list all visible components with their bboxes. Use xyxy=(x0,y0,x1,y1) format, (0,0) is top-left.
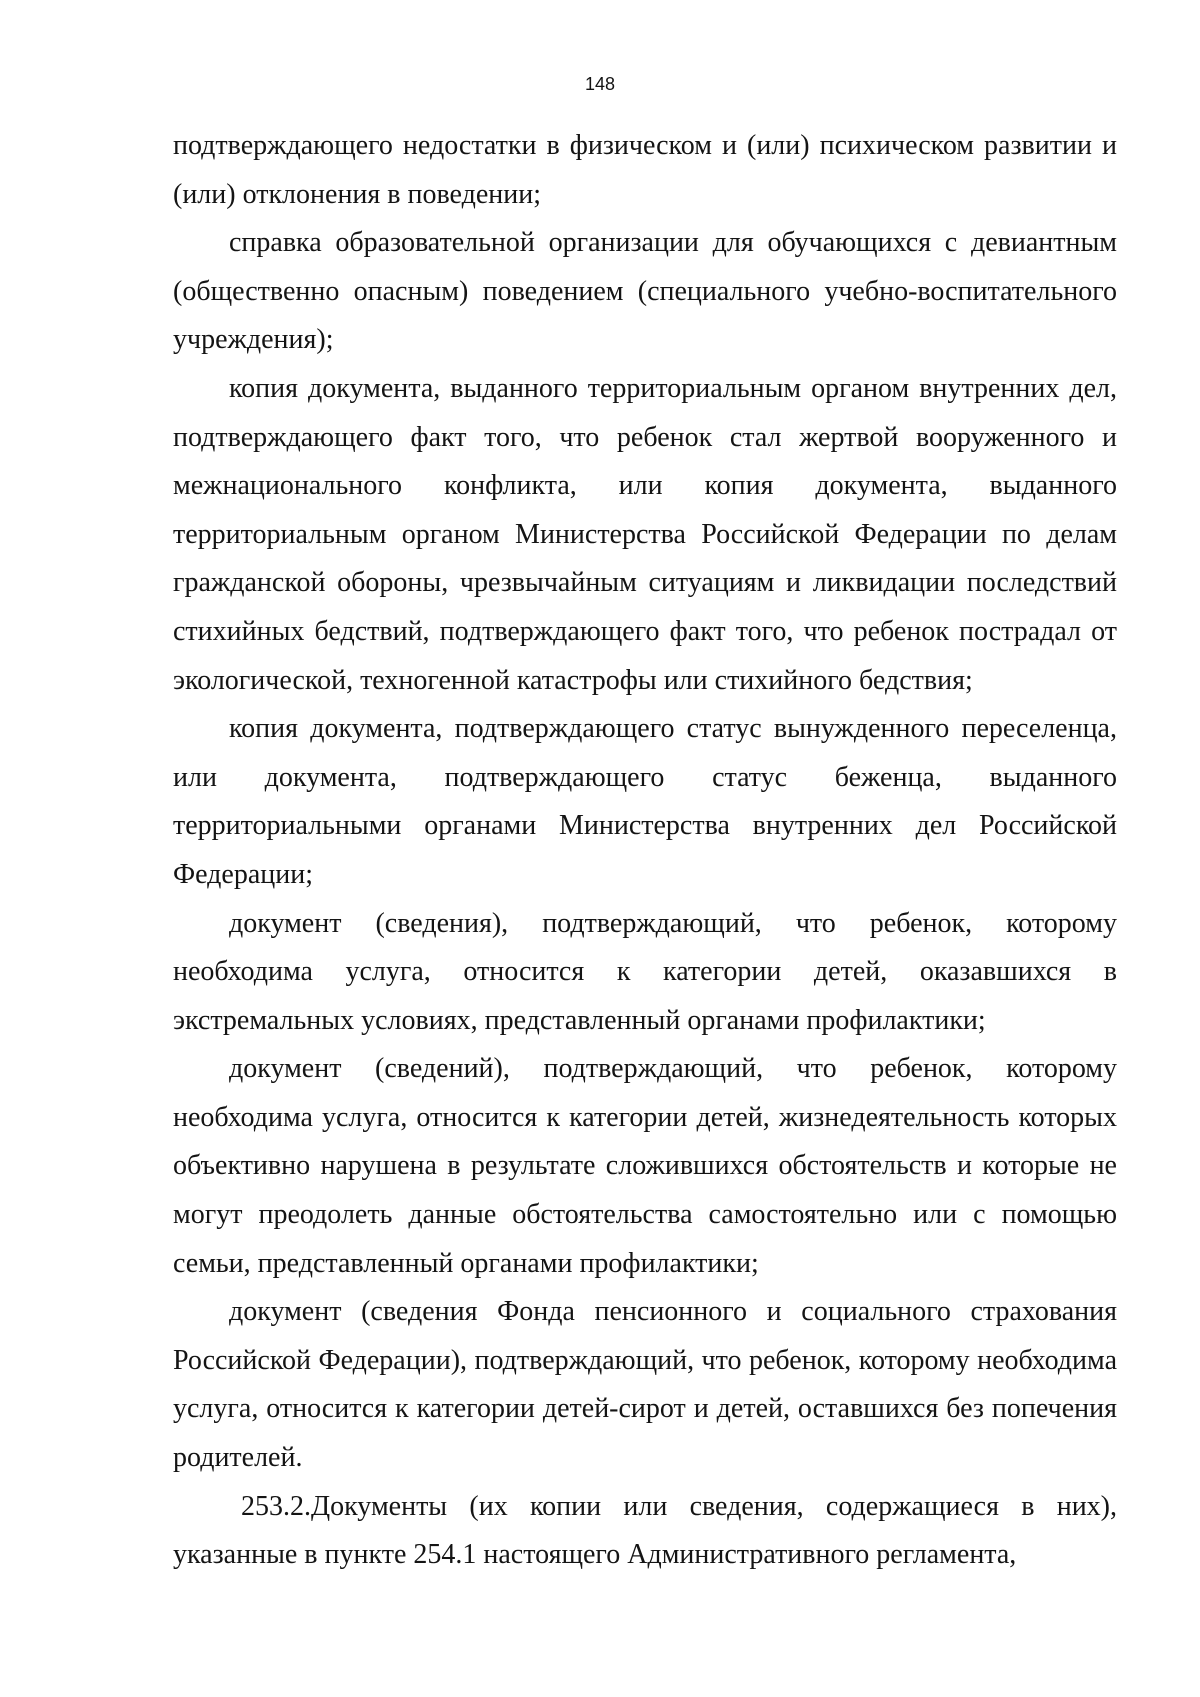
paragraph-section-253-2: 253.2.Документы (их копии или сведения, содержащиеся в них), указанные в пункте 254.1 настоящего Административного регламента, xyxy=(173,1490,1117,1571)
paragraph-school-certificate: справка образовательной организации для обучающихся с девиантным (общественно опасным) поведением (специального учебно-воспитательного учреждения); xyxy=(173,227,1117,356)
paragraph-orphans: документ (сведения Фонда пенсионного и социального страхования Российской Федерации), подтверждающий, что ребенок, которому необходима услуга, относится к категории детей-сирот и детей, оставшихся без попечения родителей. xyxy=(173,1296,1117,1474)
paragraph-extreme-conditions: документ (сведения), подтверждающий, что ребенок, которому необходима услуга, относится к категории детей, оказавшихся в экстремальных условиях, представленный органами профилактики; xyxy=(173,907,1117,1036)
page-number: 148 xyxy=(584,74,616,94)
paragraph-continuation: подтверждающего недостатки в физическом и (или) психическом развитии и (или) отклонения в поведении; xyxy=(173,130,1117,210)
paragraph-refugee-status: копия документа, подтверждающего статус вынужденного переселенца, или документа, подтверждающего статус беженца, выданного территориальными органами Министерства внутренних дел Российской Федерации; xyxy=(173,713,1117,890)
document-body xyxy=(173,122,1117,1580)
paragraph-disrupted-life: документ (сведений), подтверждающий, что ребенок, которому необходима услуга, относится к категории детей, жизнедеятельность которых объективно нарушена в результате сложившихся обстоятельств и которые не могут преодолеть данные обстоятельства самостоятельно или с помощью семьи, представленный органами профилактики; xyxy=(173,1053,1117,1279)
paragraph-conflict-victim-document: копия документа, выданного территориальным органом внутренних дел, подтверждающего факт того, что ребенок стал жертвой вооруженного и межнационального конфликта, или копия документа, выданного территориальным органом Министерства Российской Федерации по делам гражданской обороны, чрезвычайным ситуациям и ликвидации последствий стихийных бедствий, подтверждающего факт того, что ребенок пострадал от экологической, техногенной катастрофы или стихийного бедствия; xyxy=(173,372,1117,696)
